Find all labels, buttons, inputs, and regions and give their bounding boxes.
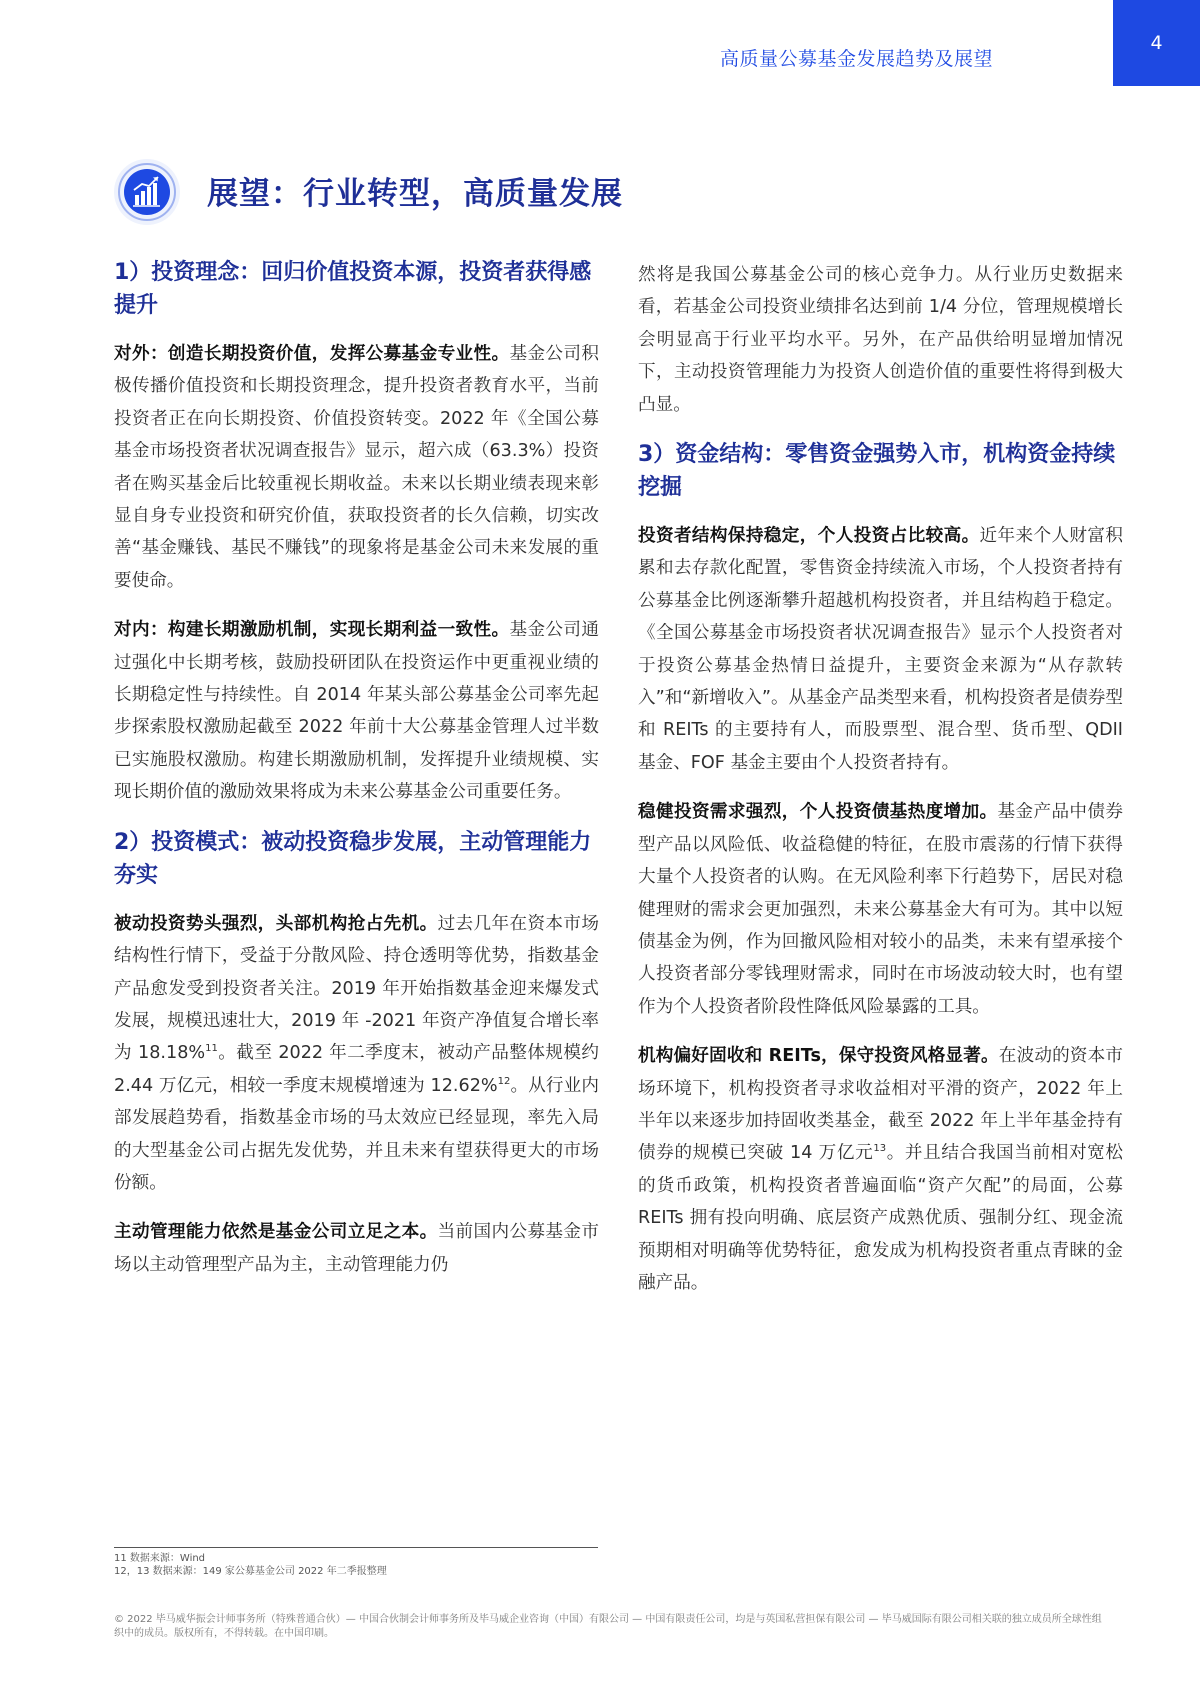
bar-chart-growth-icon [112, 157, 182, 227]
text-passive-c: 。从行业内部发展趋势看，指数基金市场的马太效应已经显现，率先入局的大型基金公司占据先发优势，并且未来有望获得更大的市场份额。 [114, 1075, 599, 1193]
text-external: 基金公司积极传播价值投资和长期投资理念，提升投资者教育水平，当前投资者正在向长期投资、价值投资转变。2022 年《全国公募基金市场投资者状况调查报告》显示，超六成（63.3%）投资者在购买基金后比较重视长期收益。未来以长期业绩表现来彰显自身专业投资和研究价值，获取投资者的长久信赖，切实改善“基金赚钱、基民不赚钱”的现象将是基金公司未来发展的重要使命。 [114, 344, 599, 591]
header-title: 高质量公募基金发展趋势及展望 [719, 48, 993, 70]
paragraph-investor-structure [638, 520, 1123, 779]
lead-external: 对外：创造长期投资价值，发挥公募基金专业性。 [114, 344, 510, 364]
lead-investor-structure: 投资者结构保持稳定，个人投资占比较高。 [638, 526, 980, 547]
text-passive-a: 过去几年在资本市场结构性行情下，受益于分散风险、持仓透明等优势，指数基金产品愈发受到投资者关注。2019 年开始指数基金迎来爆发式发展，规模迅速壮大，2019 年 -2021 年资产净值复合增长率为 18.18% [114, 913, 599, 1064]
text-institutional-a: 在波动的资本市场环境下，机构投资者寻求收益相对平滑的资产，2022 年上半年以来逐步加持固收类基金，截至 2022 年上半年基金持有债券的规模已突破 14 万亿元 [638, 1046, 1124, 1164]
text-institutional-b: 。并且结合我国当前相对宽松的货币政策，机构投资者普遍面临“资产欠配”的局面，公募 REITs 拥有投向明确、底层资产成熟优质、强制分红、现金流预期相对明确等优势特征，愈发成为机构投资者重点青睐的金融产品。 [638, 1143, 1123, 1293]
section-title: 展望：行业转型，高质量发展 [207, 176, 623, 212]
paragraph-institutional [638, 1040, 1123, 1299]
paragraph-internal [114, 614, 599, 808]
page-number: 4 [1113, 0, 1200, 86]
footnotes [114, 1552, 387, 1578]
text-internal: 基金公司通过强化中长期考核，鼓励投研团队在投资运作中更重视业绩的长期稳定性与持续性。自 2014 年某头部公募基金公司率先起步探索股权激励起截至 2022 年前十大公募基金管理人过半数已实施股权激励。构建长期激励机制，发挥提升业绩规模、实现长期价值的激励效果将成为未来公募基金公司重要任务。 [114, 620, 599, 803]
text-investor-structure: 近年来个人财富积累和去存款化配置，零售资金持续流入市场，个人投资者持有公募基金比例逐渐攀升超越机构投资者，并且结构趋于稳定。《全国公募基金市场投资者状况调查报告》显示个人投资者对于投资公募基金热情日益提升，主要资金来源为“从存款转入”和“新增收入”。从基金产品类型来看，机构投资者是债券型和 REITs 的主要持有人，而股票型、混合型、货币型、QDII 基金、FOF 基金主要由个人投资者持有。 [638, 526, 1123, 773]
subheading-investment-philosophy: 1）投资理念：回归价值投资本源，投资者获得感提升 [114, 260, 592, 318]
text-steady-demand: 基金产品中债券型产品以风险低、收益稳健的特征，在股市震荡的行情下获得大量个人投资者的认购。在无风险利率下行趋势下，居民对稳健理财的需求会更加强烈，未来公募基金大有可为。其中以短债基金为例，作为回撤风险相对较小的品类，未来有望承接个人投资者部分零钱理财需求，同时在市场波动较大时，也有望作为个人投资者阶段性降低风险暴露的工具。 [638, 802, 1123, 1017]
footnote-11: 11 数据来源：Wind [114, 1553, 206, 1564]
right-column [638, 259, 1123, 1316]
lead-institutional: 机构偏好固收和 REITs，保守投资风格显著。 [638, 1046, 999, 1067]
footnote-ref-12: 12 [497, 1075, 511, 1087]
paragraph-external [114, 338, 599, 597]
text-passive-b: 。截至 2022 年二季度末，被动产品整体规模约 2.44 万亿元，相较一季度末规模增速为 12.62% [114, 1043, 599, 1096]
footnote-ref-11: 11 [205, 1043, 218, 1055]
copyright-notice: © 2022 毕马威华振会计师事务所（特殊普通合伙）— 中国合伙制会计师事务所及毕马威企业咨询（中国）有限公司 — 中国有限责任公司，均是与英国私营担保有限公司 — 毕马威国际有限公司相关联的独立成员所全球性组织中的成员。版权所有，不得转载。在中国印刷。 [114, 1614, 1102, 1639]
lead-active: 主动管理能力依然是基金公司立足之本。 [114, 1222, 438, 1243]
footnote-ref-13: 13 [873, 1143, 887, 1155]
subheading-investment-mode: 2）投资模式：被动投资稳步发展，主动管理能力夯实 [114, 829, 592, 888]
lead-internal: 对内：构建长期激励机制，实现长期利益一致性。 [114, 620, 510, 641]
footnote-divider [114, 1547, 598, 1548]
paragraph-steady-demand [638, 796, 1123, 1023]
paragraph-active [114, 1216, 599, 1281]
lead-passive: 被动投资势头强烈，头部机构抢占先机。 [114, 913, 438, 934]
paragraph-active-continued: 然将是我国公募基金公司的核心竞争力。从行业历史数据来看，若基金公司投资业绩排名达到前 1/4 分位，管理规模增长会明显高于行业平均水平。另外，在产品供给明显增加情况下，主动投资管理能力为投资人创造价值的重要性将得到极大凸显。 [638, 265, 1123, 415]
text-active: 当前国内公募基金市场以主动管理型产品为主，主动管理能力仍 [114, 1222, 599, 1275]
left-column [114, 256, 599, 1298]
lead-steady-demand: 稳健投资需求强烈，个人投资债基热度增加。 [638, 802, 998, 823]
subheading-capital-structure: 3）资金结构：零售资金强势入市，机构资金持续挖掘 [638, 442, 1116, 501]
footnote-12-13: 12，13 数据来源：149 家公募基金公司 2022 年二季报整理 [114, 1566, 387, 1577]
paragraph-passive [114, 908, 599, 1200]
